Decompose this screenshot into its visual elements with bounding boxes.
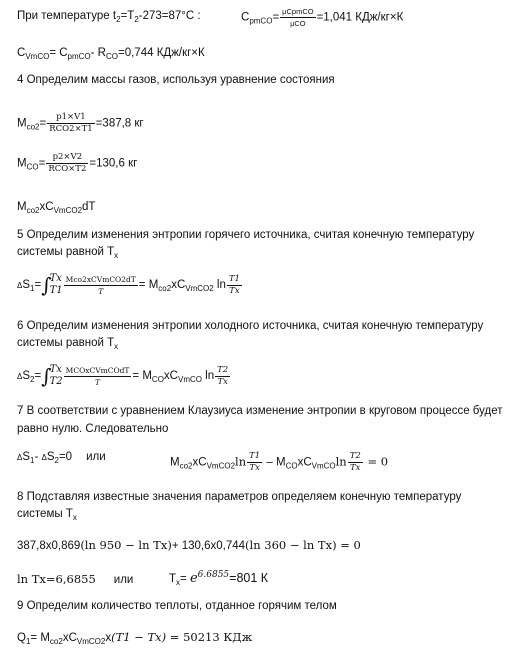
sub: co2 [49, 637, 63, 646]
x-c: xC [192, 456, 207, 469]
cv-symbol: C [17, 47, 26, 59]
x-c: xC [39, 201, 54, 213]
frac-num: p1×V1 [47, 112, 94, 124]
ln-fraction [227, 274, 242, 297]
x-c: xC [163, 370, 178, 383]
exponent: 6.6855 [197, 570, 230, 580]
s-symbol: S [46, 451, 55, 463]
eq: = [180, 572, 190, 585]
integral-sign: ∫ [41, 364, 52, 388]
x-c: xC [62, 632, 77, 644]
lower-limit: T2 [49, 376, 63, 387]
ln-fraction [215, 365, 230, 388]
sub: 2 [134, 15, 139, 24]
entropy-cold-formula [17, 364, 231, 388]
eq2: = M [132, 370, 152, 383]
zero: =0 [58, 451, 73, 463]
sub: 2 [30, 375, 35, 385]
frac-den: Tx [249, 463, 260, 473]
e-symbol: e [189, 570, 198, 586]
m-symbol: M [17, 157, 27, 170]
mass-co2-formula [17, 112, 144, 135]
entropy-hot-formula [17, 273, 243, 297]
x-c: xC [297, 456, 312, 469]
frac-num: Mco2xCVmCO2dT [65, 274, 136, 284]
equals-zero: = 0 [363, 454, 389, 469]
cp-fraction [280, 6, 315, 29]
frac-num: T1 [228, 273, 240, 284]
mass-co2-fraction [47, 112, 94, 135]
sub: CO [285, 461, 298, 471]
heading-7-line-2: равно нулю. Следовательно [17, 423, 169, 435]
frac-num: T1 [249, 451, 261, 461]
cp-symbol: C [241, 11, 250, 24]
eq: = M [30, 632, 50, 644]
delta-symbol: Δ [17, 281, 23, 291]
heading-6-line-1: 6 Определим изменения энтропии холодного источника, считая конечную температуру [17, 320, 484, 332]
frac-den: T [98, 286, 104, 296]
ln: ln [235, 454, 247, 469]
tx-value: =801 К [229, 570, 269, 585]
sub: 2 [116, 15, 121, 24]
sub: 1 [30, 456, 35, 465]
integrand-fraction [64, 365, 132, 388]
sub: VmCO [177, 375, 202, 385]
integrand-fraction [64, 274, 138, 297]
minus: - [34, 451, 42, 463]
sub: VmCO2 [185, 284, 214, 294]
sub: pmCO [249, 16, 273, 26]
frac-den: T [95, 377, 101, 387]
heat-result: = 50213 КДж [166, 630, 253, 644]
ln-fraction [348, 451, 363, 474]
minus: – M [263, 456, 286, 469]
or-text: или [113, 574, 134, 586]
cp-formula: $C_{pmCO}=$ $\frac{\text{μCpmCO}}{\text{μCO}}$ =1,041 КДж/кг×К [241, 7, 404, 28]
delta-symbol: Δ [17, 453, 23, 462]
upper-limit: Tx [49, 364, 62, 375]
heading-4: 4 Определим массы газов, используя уравнение состояния [17, 74, 335, 86]
or-text: или [86, 451, 106, 463]
heading-7-line-1: 7 В соответствии с уравнением Клаузиуса изменение энтропии в круговом процессе будет [17, 405, 503, 417]
ln: ln [201, 370, 215, 383]
eq: = [38, 157, 46, 170]
eq2: = M [138, 279, 159, 292]
integrand-expression [17, 201, 95, 213]
dt: dT [82, 201, 96, 213]
sub: CO [106, 52, 118, 61]
sub: co2 [26, 122, 40, 132]
m-symbol: M [17, 201, 27, 213]
heading-8-line-2 [17, 508, 77, 520]
frac-den: RCO2×T1 [49, 124, 93, 134]
cv-line [17, 47, 205, 59]
sub: co2 [26, 206, 40, 215]
sub: 2 [54, 456, 59, 465]
temp-value: -273=87°С : [138, 10, 201, 22]
sub: pmCO [67, 52, 91, 61]
lower-limit: T1 [49, 285, 63, 296]
frac-den: Tx [217, 376, 228, 387]
ln: ln [335, 454, 347, 469]
eq: = [39, 117, 47, 130]
cv-eq: = C [49, 47, 68, 59]
temperature-equation [17, 538, 361, 552]
frac-num: p2×V2 [46, 152, 88, 164]
ln-tx-line [17, 572, 133, 586]
mass-co-fraction [46, 152, 88, 175]
cv-minus: - R [90, 47, 106, 59]
term-a: 387,8x0,869 [17, 540, 81, 552]
s-symbol: S [22, 451, 31, 463]
heading-9: 9 Определим количество теплоты, отданное горячим телом [17, 600, 337, 612]
frac-den: RCO×T2 [48, 164, 87, 174]
frac-num: T2 [349, 451, 361, 461]
sub: VmCO2 [76, 637, 106, 646]
heading-8-line-1: 8 Подставляя известные значения параметров определяем конечную температуру [17, 491, 462, 503]
heading-5-line-2 [17, 246, 118, 258]
sub: VmCO2 [53, 206, 83, 215]
ln-fraction [247, 451, 262, 474]
s-symbol: S [22, 370, 31, 383]
q-symbol: Q [17, 632, 26, 644]
tx-result [169, 570, 268, 586]
temp-text: При температуре t [17, 10, 117, 22]
frac-den: Tx [350, 463, 361, 473]
sub: VmCO2 [206, 461, 236, 471]
paren-term: (T1 − Tx) [111, 630, 167, 644]
mass-co2-result: =387,8 кг [95, 117, 144, 130]
ln-tx-value: ln Tx=6,6855 [17, 572, 96, 586]
text: системы равной T [17, 246, 115, 258]
frac-num: μCpmCO [282, 7, 314, 16]
frac-den: μCO [290, 19, 306, 28]
sub: 1 [25, 637, 31, 646]
temp-eq: =T [120, 10, 135, 22]
sub: x [72, 513, 77, 522]
sub: x [176, 577, 181, 587]
sub: VmCO [311, 461, 336, 471]
mass-co-formula [17, 152, 137, 175]
delta-symbol: Δ [17, 372, 23, 382]
heading-6-line-2 [17, 337, 118, 349]
eq: = [34, 279, 42, 292]
frac-num: T2 [217, 364, 229, 375]
sub: CO [26, 162, 39, 172]
sub: co2 [179, 461, 193, 471]
sub: 1 [30, 284, 35, 294]
temperature-line [17, 10, 201, 22]
delta-symbol: Δ [41, 453, 47, 462]
term-d: (ln 360 − ln Tx) [245, 538, 337, 552]
sub: CO [151, 375, 164, 385]
sub: x [114, 342, 119, 351]
m-symbol: M [170, 456, 180, 469]
ln: ln [213, 279, 226, 292]
upper-limit: Tx [49, 273, 62, 284]
text: системы T [17, 508, 73, 520]
term-e: = 0 [336, 538, 361, 552]
term-c: + 130,6x0,744 [171, 540, 246, 552]
s-symbol: S [22, 279, 31, 292]
eq: = [34, 370, 42, 383]
clausius-equation-expanded [170, 451, 388, 474]
sub: co2 [158, 284, 172, 294]
term-b: (ln 950 − ln Tx) [80, 538, 172, 552]
integral-sign: ∫ [41, 273, 52, 297]
t-symbol: T [169, 572, 177, 585]
frac-num: MCOxCVmCOdT [65, 365, 130, 375]
clausius-equation [17, 451, 106, 463]
x: x [105, 632, 112, 644]
heading-5-line-1: 5 Определим изменения энтропии горячего источника, считая конечную температуру [17, 229, 475, 241]
cv-result: =0,744 КДж/кг×К [118, 47, 205, 59]
frac-den: Tx [229, 285, 240, 296]
heat-formula [17, 630, 252, 644]
mass-co-result: =130,6 кг [89, 157, 138, 170]
x-c: xC [171, 279, 186, 292]
text: системы равной T [17, 337, 115, 349]
cp-result: =1,041 КДж/кг×К [316, 11, 404, 24]
sub: VmCO [25, 52, 50, 61]
sub: x [114, 251, 119, 260]
m-symbol: M [17, 117, 27, 130]
